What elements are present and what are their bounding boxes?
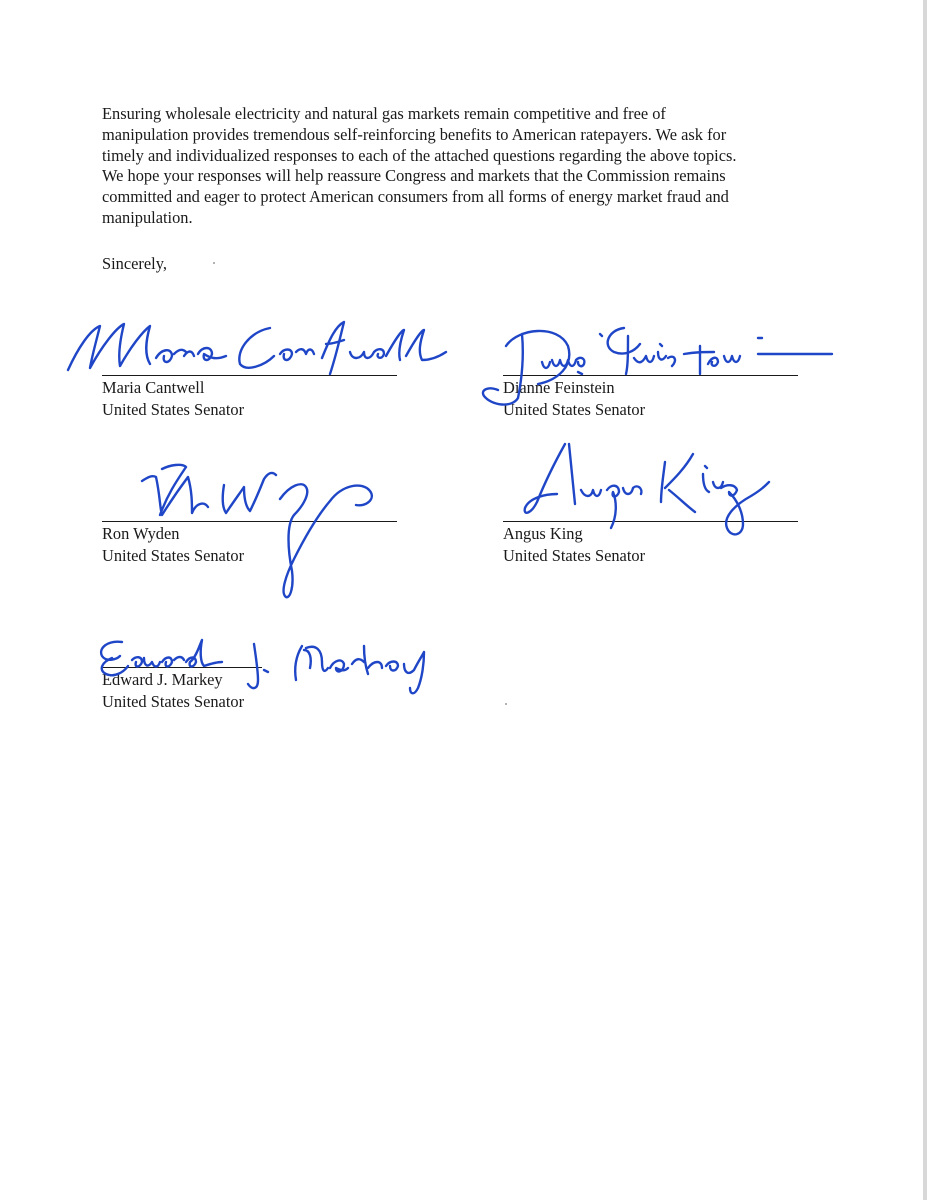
signature-wyden: [130, 455, 400, 615]
body-line: Ensuring wholesale electricity and natural gas markets remain competitive and free of: [102, 104, 666, 123]
body-line: committed and eager to protect American consumers from all forms of energy market fraud and: [102, 187, 729, 207]
signatory-name: Angus King: [503, 524, 583, 543]
signatory-title: United States Senator: [102, 400, 245, 419]
scan-edge: [923, 0, 927, 1200]
signatory-name: Dianne Feinstein: [503, 378, 615, 397]
body-line: manipulation provides tremendous self-reinforcing benefits to American ratepayers. We ask for: [102, 124, 727, 144]
signatory-title: United States Senator: [503, 400, 646, 419]
closing: Sincerely,: [102, 254, 167, 273]
signature-feinstein: [478, 316, 838, 416]
signatory-title: United States Senator: [503, 546, 646, 565]
signatory-title: United States Senator: [102, 546, 245, 565]
signatory-name: Edward J. Markey: [102, 670, 223, 689]
signature-markey: [92, 628, 462, 708]
body-line: manipulation.: [102, 207, 193, 227]
signature-king: [515, 432, 785, 542]
signatory-name: Maria Cantwell: [102, 378, 205, 397]
signatory-title: United States Senator: [102, 692, 245, 711]
signature-cantwell: [60, 308, 450, 388]
scan-speck: [505, 703, 507, 705]
body-line: We hope your responses will help reassure Congress and markets that the Commission remains: [102, 166, 726, 186]
body-line: timely and individualized responses to each of the attached questions regarding the above topics.: [102, 145, 737, 165]
body-paragraph: [102, 104, 822, 229]
scan-speck: [213, 262, 215, 264]
signatory-name: Ron Wyden: [102, 524, 180, 543]
